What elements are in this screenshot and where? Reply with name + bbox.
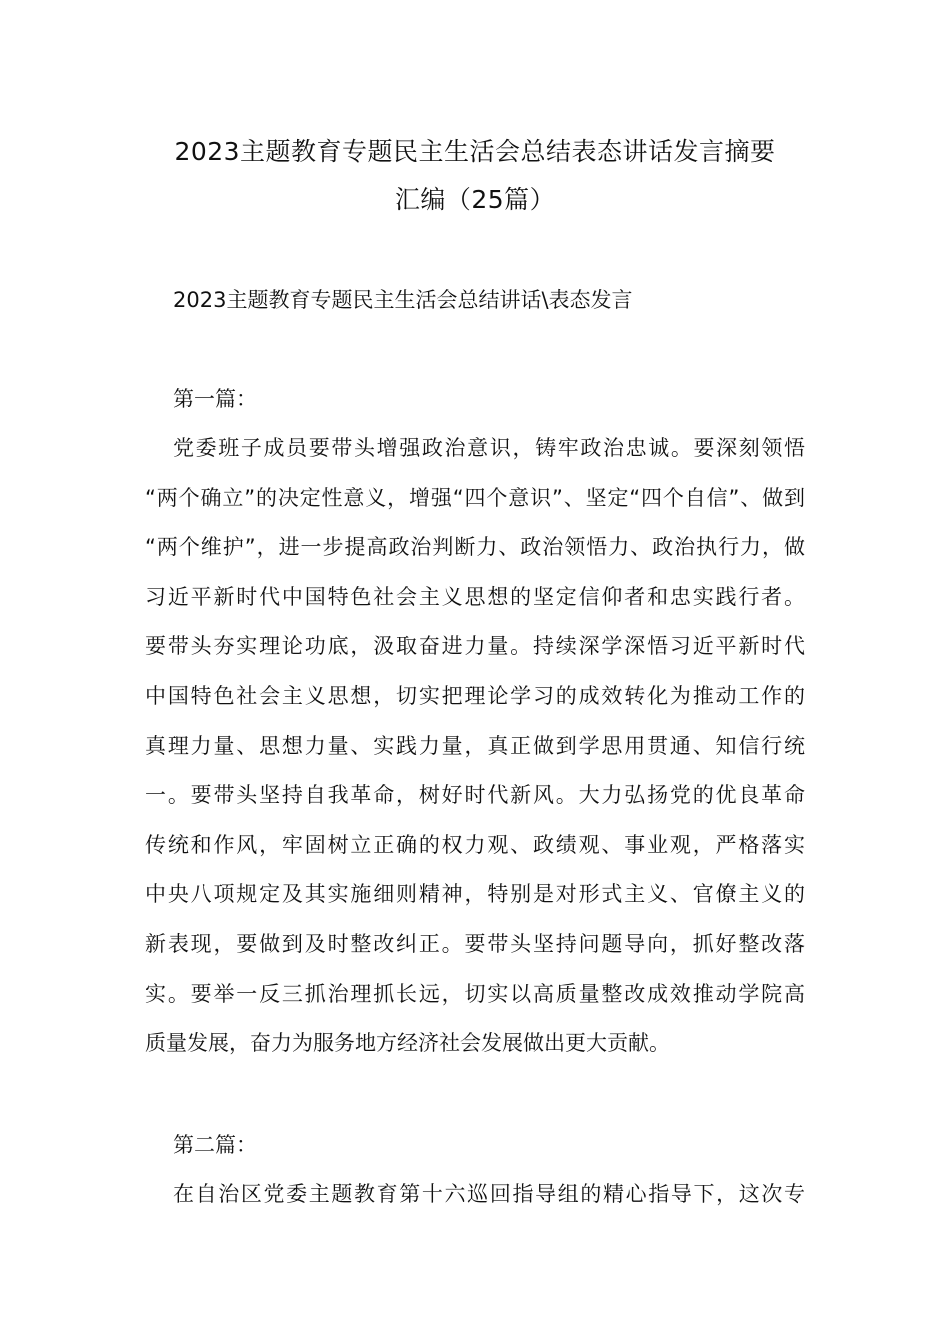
- paragraph-line: 质量发展，奋力为服务地方经济社会发展做出更大贡献。: [145, 1031, 670, 1056]
- section-heading-1: 第一篇：: [173, 387, 257, 411]
- section-1-paragraph: [145, 424, 805, 1069]
- paragraph-line: “两个维护”，进一步提高政治判断力、政治领悟力、政治执行力，做: [145, 535, 805, 560]
- paragraph-line: 在自治区党委主题教育第十六巡回指导组的精心指导下，这次专: [173, 1182, 805, 1206]
- paragraph-line: 真理力量、思想力量、实践力量，真正做到学思用贯通、知信行统: [145, 733, 805, 758]
- title-line-1: 2023主题教育专题民主生活会总结表态讲话发言摘要: [174, 137, 776, 166]
- section-2-paragraph: [145, 1170, 805, 1220]
- paragraph-line: 习近平新时代中国特色社会主义思想的坚定信仰者和忠实践行者。: [145, 584, 805, 609]
- paragraph-line: 一。要带头坚持自我革命，树好时代新风。大力弘扬党的优良革命: [145, 783, 805, 808]
- section-heading-2: 第二篇：: [173, 1133, 257, 1157]
- paragraph-line: 要带头夯实理论功底，汲取奋进力量。持续深学深悟习近平新时代: [145, 634, 805, 659]
- paragraph-line: 中央八项规定及其实施细则精神，特别是对形式主义、官僚主义的: [145, 882, 805, 907]
- paragraph-line: 传统和作风，牢固树立正确的权力观、政绩观、事业观，严格落实: [145, 832, 805, 857]
- paragraph-line: 中国特色社会主义思想，切实把理论学习的成效转化为推动工作的: [145, 683, 805, 708]
- document-title: [145, 128, 805, 224]
- paragraph-line: 新表现，要做到及时整改纠正。要带头坚持问题导向，抓好整改落: [145, 931, 805, 956]
- paragraph-line: “两个确立”的决定性意义，增强“四个意识”、坚定“四个自信”、做到: [145, 485, 805, 510]
- paragraph-line: 实。要举一反三抓治理抓长远，切实以高质量整改成效推动学院高: [145, 981, 805, 1006]
- title-line-2: 汇编（25篇）: [394, 185, 556, 214]
- document-subtitle: 2023主题教育专题民主生活会总结讲话\表态发言: [173, 288, 633, 312]
- paragraph-line: 党委班子成员要带头增强政治意识，铸牢政治忠诚。要深刻领悟: [173, 436, 805, 460]
